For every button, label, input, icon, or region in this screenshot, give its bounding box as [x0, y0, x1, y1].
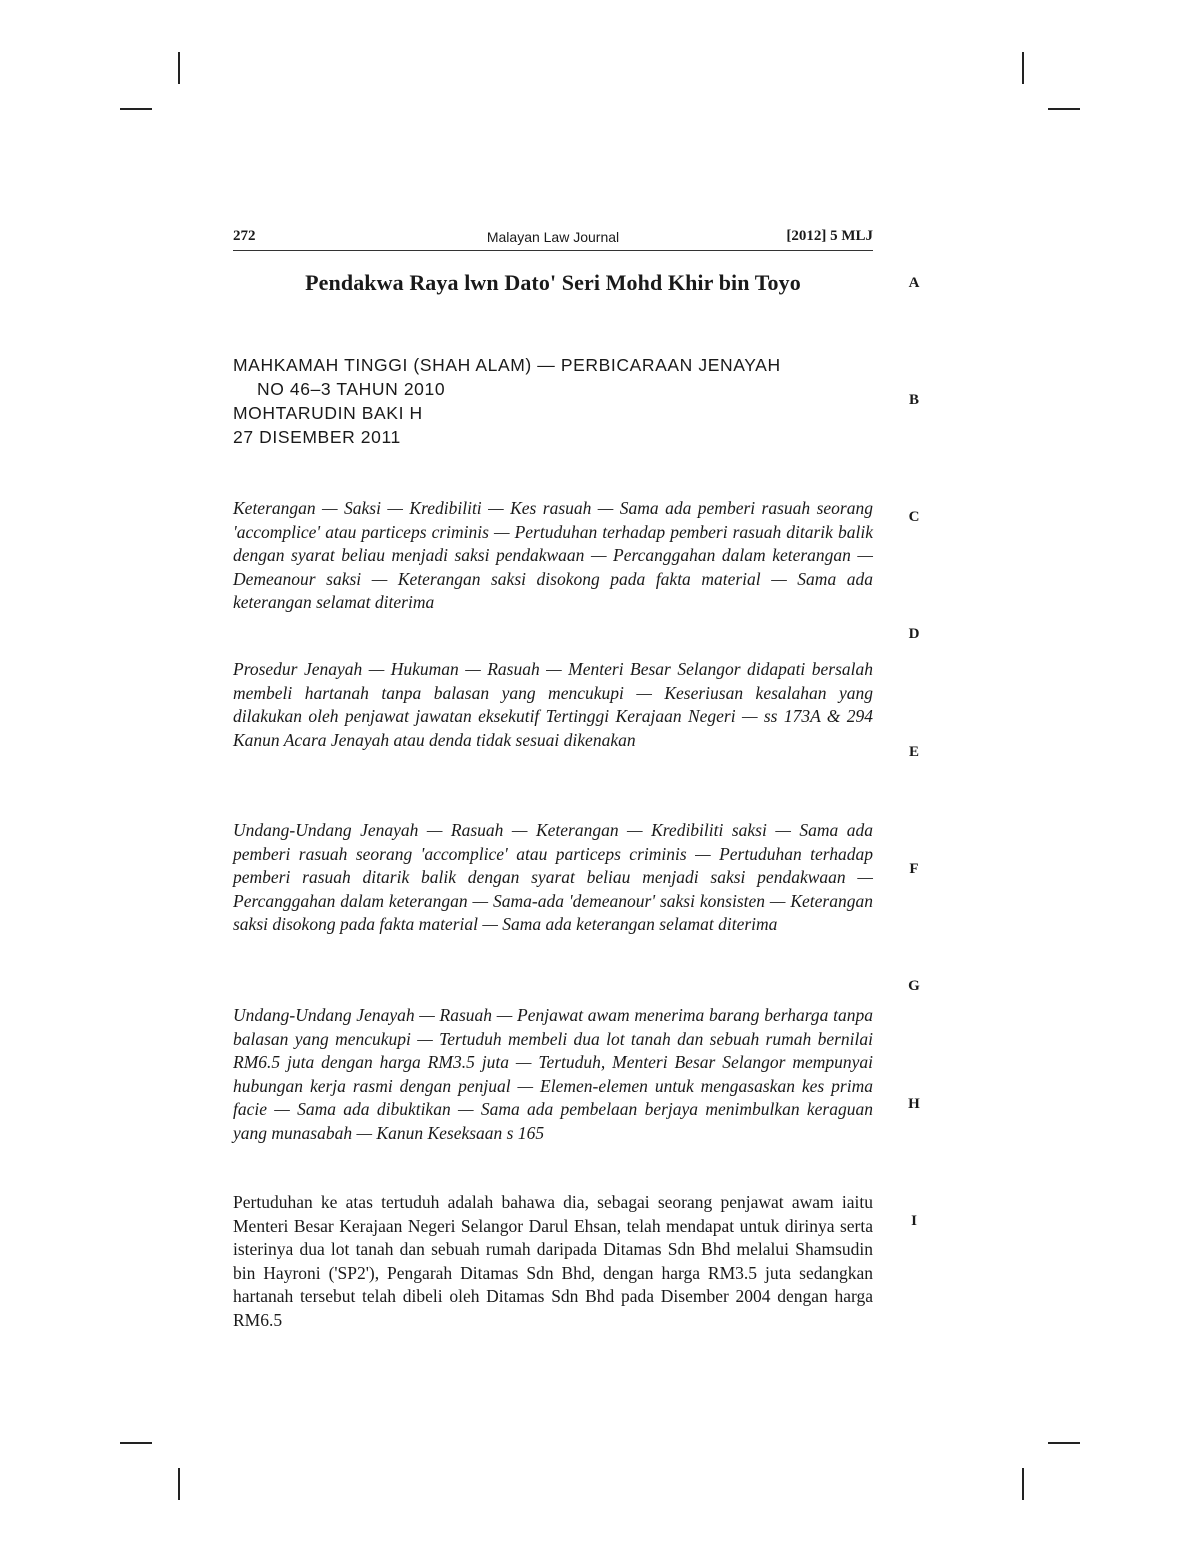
margin-letter: B — [908, 392, 919, 408]
catchword-paragraph: Keterangan — Saksi — Kredibiliti — Kes rasuah — Sama ada pemberi rasuah seorang 'accomplice' atau particeps criminis — Pertuduhan terhadap pemberi rasuah ditarik balik dengan syarat beliau menjadi saksi pendakwaan — Percanggahan dalam keterangan — Demeanour saksi — Keterangan saksi disokong pada fakta material — Sama ada keterangan selamat diterima — [233, 498, 873, 613]
margin-letter: I — [911, 1213, 917, 1229]
case-number: NO 46–3 TAHUN 2010 — [257, 379, 446, 399]
margin-letter: E — [908, 744, 919, 760]
court-line: MAHKAMAH TINGGI (SHAH ALAM) — PERBICARAAN JENAYAH — [233, 355, 781, 375]
crop-mark — [1048, 108, 1080, 110]
margin-letter: C — [908, 509, 920, 525]
case-title: Pendakwa Raya lwn Dato' Seri Mohd Khir bin Toyo — [305, 270, 801, 295]
body-paragraph: Pertuduhan ke atas tertuduh adalah bahawa dia, sebagai seorang penjawat awam iaitu Menteri Besar Kerajaan Negeri Selangor Darul Ehsan, telah mendapat untuk dirinya serta isterinya dua lot tanah dan sebuah rumah daripada Ditamas Sdn Bhd melalui Shamsudin bin Hayroni ('SP2'), Pengarah Ditamas Sdn Bhd, dengan harga RM3.5 juta sedangkan hartanah tersebut telah dibeli oleh Ditamas Sdn Bhd pada Disember 2004 dengan harga RM6.5 — [233, 1192, 873, 1330]
catchword-paragraph: Undang-Undang Jenayah — Rasuah — Penjawat awam menerima barang berharga tanpa balasan yang mencukupi — Tertuduh membeli dua lot tanah dan sebuah rumah bernilai RM6.5 juta dengan harga RM3.5 juta — Tertuduh, Menteri Besar Selangor mempunyai hubungan kerja rasmi dengan penjual — Elemen-elemen untuk mengasaskan kes prima facie — Sama ada dibuktikan — Sama ada pembelaan berjaya menimbulkan keraguan yang munasabah — Kanun Keseksaan s 165 — [233, 1005, 873, 1143]
page-number: 272 — [233, 228, 256, 244]
judgment-date: 27 DISEMBER 2011 — [233, 427, 401, 447]
crop-mark — [1022, 52, 1024, 84]
margin-letter: A — [908, 275, 920, 291]
crop-mark — [120, 108, 152, 110]
journal-name: Malayan Law Journal — [486, 229, 620, 245]
catchword-paragraph: Prosedur Jenayah — Hukuman — Rasuah — Menteri Besar Selangor didapati bersalah membeli hartanah tanpa balasan yang mencukupi — Keseriusan kesalahan yang dilakukan oleh penjawat jawatan eksekutif Tertinggi Kerajaan Negeri — ss 173A & 294 Kanun Acara Jenayah atau denda tidak sesuai dikenakan — [233, 659, 873, 750]
margin-letter: G — [908, 978, 920, 994]
court-block — [233, 353, 873, 449]
crop-mark — [1048, 1442, 1080, 1444]
crop-mark — [178, 52, 180, 84]
running-header — [233, 226, 873, 251]
catchword-paragraph: Undang-Undang Jenayah — Rasuah — Keterangan — Kredibiliti saksi — Sama ada pemberi rasuah seorang 'accomplice' atau particeps criminis — Pertuduhan terhadap pemberi rasuah ditarik balik dengan syarat beliau menjadi saksi pendakwaan — Percanggahan dalam keterangan — Sama-ada 'demeanour' saksi konsisten — Keterangan saksi disokong pada fakta material — Sama ada keterangan selamat diterima — [233, 820, 873, 935]
judge-name: MOHTARUDIN BAKI H — [233, 403, 423, 423]
crop-mark — [120, 1442, 152, 1444]
margin-letter: F — [909, 861, 919, 877]
margin-letter: D — [908, 626, 920, 642]
crop-mark — [178, 1468, 180, 1500]
citation: [2012] 5 MLJ — [786, 228, 873, 244]
crop-mark — [1022, 1468, 1024, 1500]
margin-letter: H — [908, 1096, 920, 1112]
